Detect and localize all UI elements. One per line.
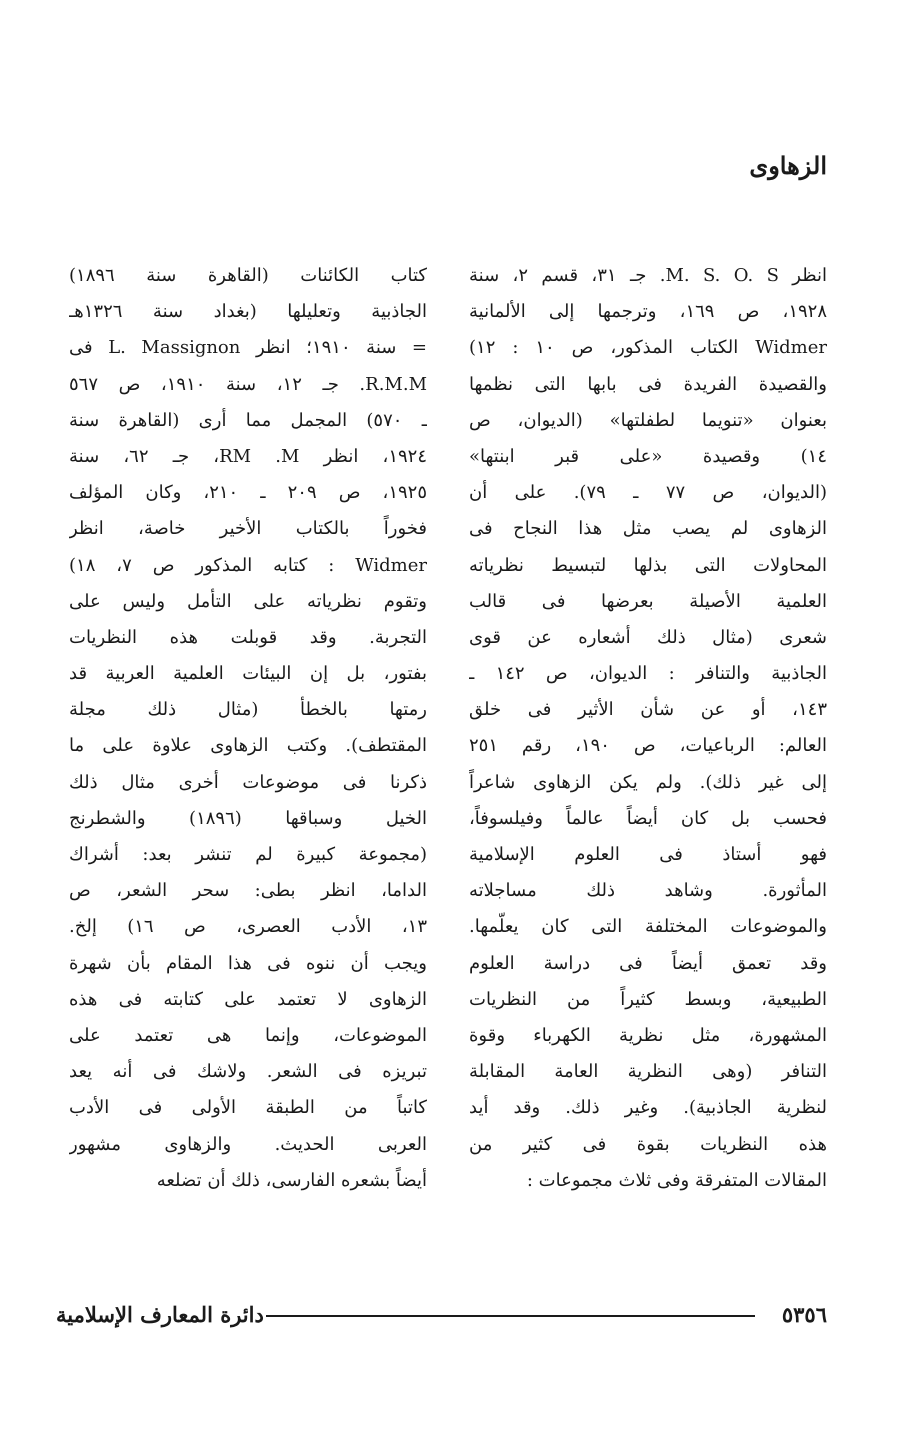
text-line: = سنة ١٩١٠؛ انظر L. Massignon فى bbox=[69, 337, 427, 359]
footer-publication-title: دائرة المعارف الإسلامية bbox=[56, 1302, 264, 1327]
text-line: بعنوان «تنويما لطفلتها» (الديوان، ص bbox=[469, 409, 827, 431]
text-line: الداما، انظر بطى: سحر الشعر، ص bbox=[69, 880, 427, 902]
text-line: الجاذبية وتعليلها (بغداد سنة ١٣٢٦هـ bbox=[69, 301, 427, 323]
text-line: فحسب بل كان أيضاً عالماً وفيلسوفاً، bbox=[469, 807, 827, 829]
text-line: الزهاوى لم يصب مثل هذا النجاح فى bbox=[469, 518, 827, 540]
text-line: ١٩٢٥، ص ٢٠٩ ـ ٢١٠، وكان المؤلف bbox=[69, 482, 427, 504]
text-line: ذكرنا فى موضوعات أخرى مثال ذلك bbox=[69, 771, 427, 793]
text-line: الجاذبية والتنافر : الديوان، ص ١٤٢ ـ bbox=[469, 663, 827, 685]
text-line: المقالات المتفرقة وفى ثلاث مجموعات : bbox=[526, 1169, 827, 1191]
text-line: ١٤٣، أو عن شأن الأثير فى خلق bbox=[469, 699, 827, 721]
text-line: وقد تعمق أيضاً فى دراسة العلوم bbox=[469, 952, 827, 974]
text-line: R.M.M. جـ ١٢، سنة ١٩١٠، ص ٥٦٧ bbox=[69, 373, 427, 395]
text-line: ١٩٢٨، ص ١٦٩، وترجمها إلى الألمانية bbox=[469, 301, 827, 323]
text-line: كاتباً من الطبقة الأولى فى الأدب bbox=[69, 1097, 427, 1119]
text-line: هذه النظريات بقوة فى كثير من bbox=[469, 1133, 827, 1155]
text-line: والقصيدة الفريدة فى بابها التى نظمها bbox=[469, 373, 827, 395]
text-line: المأثورة. وشاهد ذلك مساجلاته bbox=[469, 880, 827, 902]
text-line: ١٩٢٤، انظر RM .M، جـ ٦٢، سنة bbox=[69, 445, 427, 467]
text-line: رمتها بالخطأ (مثال ذلك مجلة bbox=[69, 699, 427, 721]
page-footer bbox=[56, 1300, 827, 1330]
text-line: العلمية الأصيلة بعرضها فى قالب bbox=[469, 590, 827, 612]
text-line: تبريزه فى الشعر. ولاشك فى أنه يعد bbox=[69, 1061, 427, 1083]
text-line: فخوراً بالكتاب الأخير خاصة، انظر bbox=[69, 518, 427, 540]
text-line: الخيل وسباقها (١٨٩٦) والشطرنج bbox=[69, 807, 427, 829]
text-line: بفتور، بل إن البيئات العلمية العربية قد bbox=[69, 663, 427, 685]
text-line: العربى الحديث. والزهاوى مشهور bbox=[69, 1133, 427, 1155]
text-line: التجربة. وقد قوبلت هذه النظريات bbox=[69, 626, 427, 648]
text-column-left bbox=[69, 258, 427, 1199]
text-line: والموضوعات المختلفة التى كان يعلّمها. bbox=[469, 916, 827, 938]
text-line: الطبيعية، وبسط كثيراً من النظريات bbox=[469, 988, 827, 1010]
running-header-title: الزهاوى bbox=[749, 151, 827, 180]
page-number: ٥٣٥٦ bbox=[781, 1302, 827, 1327]
text-line: الموضوعات، وإنما هى تعتمد على bbox=[69, 1024, 427, 1046]
footer-rule bbox=[266, 1315, 755, 1317]
text-line: ١٤) وقصيدة «على قبر ابنتها» bbox=[469, 445, 827, 467]
text-line: كتاب الكائنات (القاهرة سنة ١٨٩٦) bbox=[69, 265, 427, 286]
text-line: أيضاً بشعره الفارسى، ذلك أن تضلعه bbox=[156, 1169, 427, 1191]
text-line: ويجب أن ننوه فى هذا المقام بأن شهرة bbox=[69, 952, 427, 974]
text-line: المشهورة، مثل نظرية الكهرباء وقوة bbox=[469, 1024, 827, 1046]
text-line: (مجموعة كبيرة لم تنشر بعد: أشراك bbox=[69, 844, 427, 865]
text-line: Widmer : كتابه المذكور ص ٧، ١٨) bbox=[69, 554, 427, 576]
text-line: الزهاوى لا تعتمد على كتابته فى هذه bbox=[69, 988, 427, 1010]
text-line: العالم: الرباعيات، ص ١٩٠، رقم ٢٥١ bbox=[469, 735, 827, 757]
text-line: المقتطف). وكتب الزهاوى علاوة على ما bbox=[69, 735, 427, 757]
text-line: إلى غير ذلك). ولم يكن الزهاوى شاعراً bbox=[469, 771, 827, 793]
text-line: انظر M. S. O. S. جـ ٣١، قسم ٢، سنة bbox=[469, 265, 827, 286]
text-line: ١٣، الأدب العصرى، ص ١٦) إلخ. bbox=[69, 916, 427, 938]
text-line: التنافر (وهى النظرية العامة المقابلة bbox=[469, 1061, 827, 1083]
text-line: وتقوم نظرياته على التأمل وليس على bbox=[69, 590, 427, 612]
text-line: Widmer الكتاب المذكور، ص ١٠ : ١٢) bbox=[469, 337, 827, 359]
text-line: المحاولات التى بذلها لتبسيط نظرياته bbox=[469, 554, 827, 576]
text-line: لنظرية الجاذبية). وغير ذلك. وقد أيد bbox=[469, 1097, 827, 1119]
text-line: شعرى (مثال ذلك أشعاره عن قوى bbox=[469, 626, 827, 648]
text-column-right bbox=[469, 258, 827, 1199]
text-line: ـ ٥٧٠) المجمل مما أرى (القاهرة سنة bbox=[69, 409, 427, 431]
text-line: فهو أستاذ فى العلوم الإسلامية bbox=[469, 844, 827, 865]
text-line: (الديوان، ص ٧٧ ـ ٧٩). على أن bbox=[469, 482, 827, 504]
